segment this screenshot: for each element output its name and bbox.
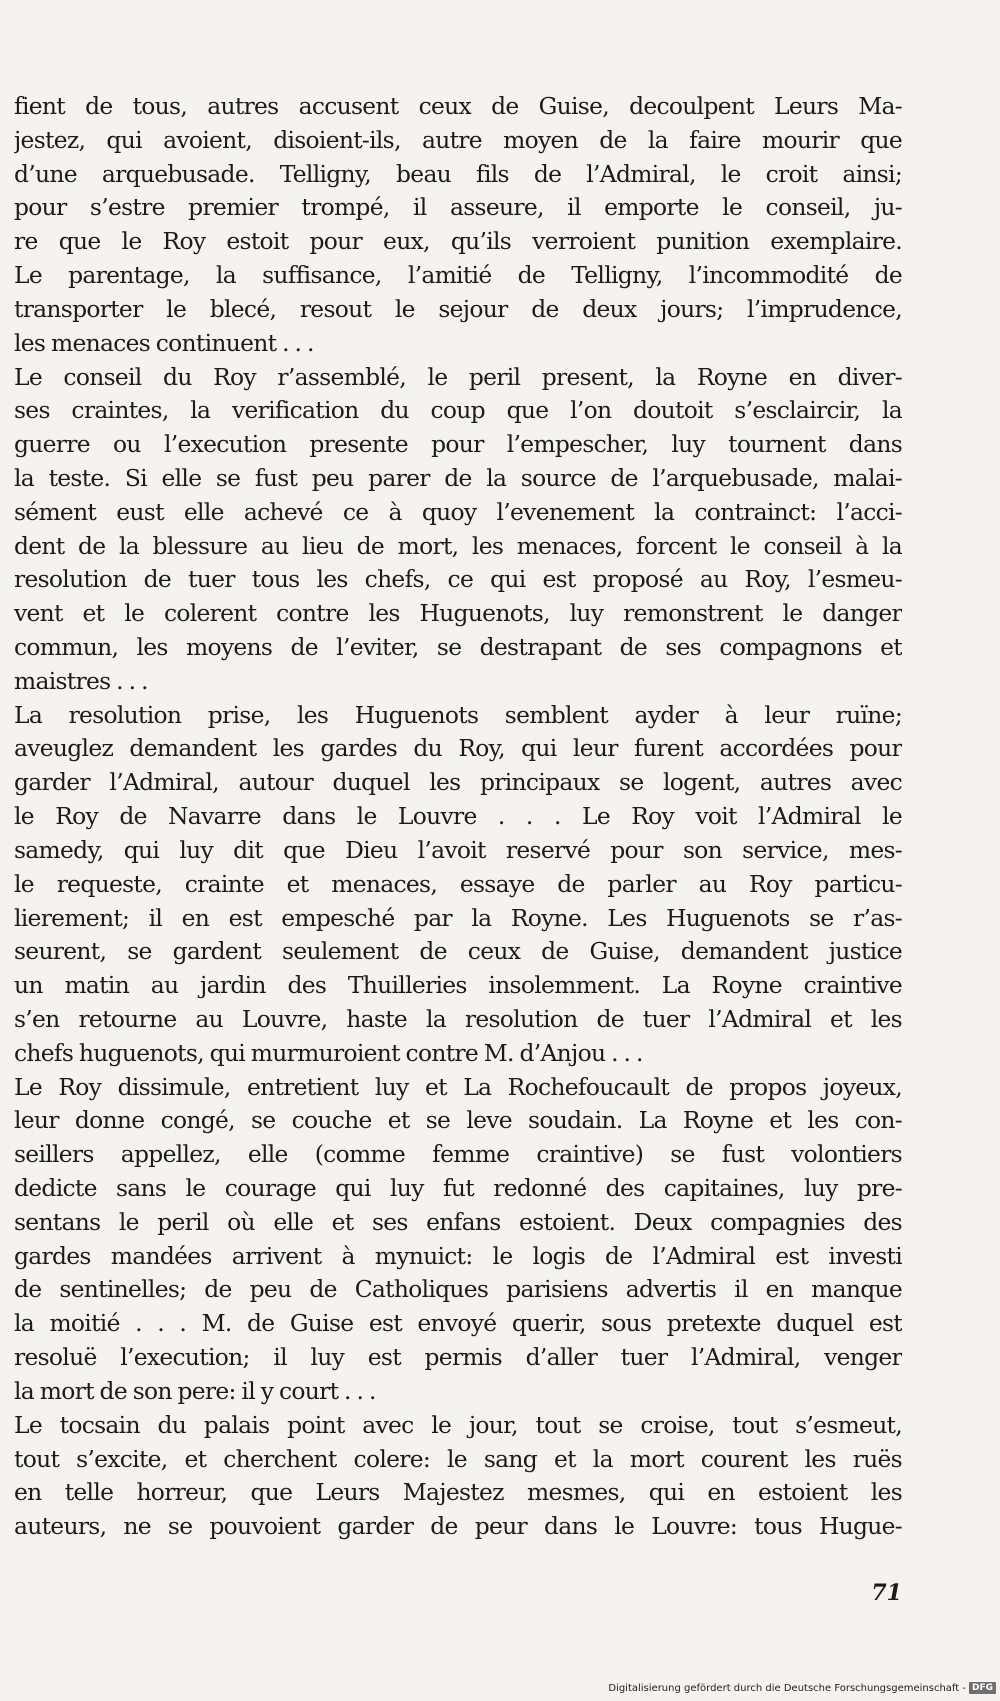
text-line: la moitié . . . M. de Guise est envoyé querir, sous pretexte duquel est	[14, 1309, 902, 1338]
text-line: jestez, qui avoient, disoient-ils, autre moyen de la faire mourir que	[14, 125, 902, 154]
text-line: guerre ou l’execution presente pour l’empescher, luy tournent dans	[14, 430, 902, 459]
footer	[608, 1682, 996, 1694]
text-line: aveuglez demandent les gardes du Roy, qui leur furent accordées pour	[14, 734, 902, 763]
text-line: dedicte sans le courage qui luy fut redonné des capitaines, luy pre-	[14, 1174, 902, 1202]
text-line: la mort de son pere: il y court . . .	[14, 1376, 376, 1405]
text-line: ses craintes, la verification du coup que l’on doutoit s’esclaircir, la	[14, 396, 902, 425]
text-line: sentans le peril où elle et ses enfans estoient. Deux compagnies des	[14, 1207, 902, 1236]
text-line: le requeste, crainte et menaces, essaye de parler au Roy particu-	[14, 869, 902, 898]
text-line: lierement; il en est empesché par la Royne. Les Huguenots se r’as-	[14, 903, 902, 932]
text-line: seillers appellez, elle (comme femme craintive) se fust volontiers	[14, 1140, 902, 1169]
footer-credit: Digitalisierung gefördert durch die Deutsche Forschungsgemeinschaft -	[608, 1682, 966, 1694]
text-line: Le Roy dissimule, entretient luy et La Rochefoucault de propos joyeux,	[14, 1072, 902, 1101]
dfg-logo: DFG	[969, 1682, 996, 1694]
text-line: maistres . . .	[14, 666, 148, 695]
text-line: le Roy de Navarre dans le Louvre . . . Le Roy voit l’Admiral le	[14, 802, 902, 831]
text-line: Le tocsain du palais point avec le jour, tout se croise, tout s’esmeut,	[14, 1410, 902, 1439]
text-line: La resolution prise, les Huguenots semblent ayder à leur ruïne;	[14, 700, 902, 729]
page-body	[14, 90, 902, 1544]
text-line: la teste. Si elle se fust peu parer de la source de l’arquebusade, malai-	[14, 463, 902, 492]
text-line: Le conseil du Roy r’assemblé, le peril present, la Royne en diver-	[14, 362, 902, 391]
text-line: les menaces continuent . . .	[14, 328, 314, 357]
text-line: Le parentage, la suffisance, l’amitié de Telligny, l’incommodité de	[14, 261, 902, 290]
text-line: de sentinelles; de peu de Catholiques parisiens advertis il en manque	[14, 1275, 902, 1304]
text-line: d’une arquebusade. Telligny, beau fils de l’Admiral, le croit ainsi;	[14, 159, 902, 188]
text-line: re que le Roy estoit pour eux, qu’ils verroient punition exemplaire.	[14, 227, 902, 256]
text-line: garder l’Admiral, autour duquel les principaux se logent, autres avec	[14, 768, 902, 797]
text-line: fient de tous, autres accusent ceux de Guise, decoulpent Leurs Ma-	[14, 92, 902, 120]
text-line: en telle horreur, que Leurs Majestez mesmes, qui en estoient les	[14, 1478, 902, 1507]
text-line: vent et le colerent contre les Huguenots, luy remonstrent le danger	[14, 599, 902, 628]
page-number: 71	[871, 1580, 902, 1606]
text-line: pour s’estre premier trompé, il asseure, il emporte le conseil, ju-	[14, 193, 902, 222]
text-line: seurent, se gardent seulement de ceux de Guise, demandent justice	[14, 937, 902, 966]
text-line: gardes mandées arrivent à mynuict: le logis de l’Admiral est investi	[14, 1241, 902, 1270]
text-line: tout s’excite, et cherchent colere: le sang et la mort courent les ruës	[14, 1444, 902, 1473]
text-line: un matin au jardin des Thuilleries insolemment. La Royne craintive	[14, 971, 902, 1000]
text-line: commun, les moyens de l’eviter, se destrapant de ses compagnons et	[14, 633, 902, 661]
text-line: resoluë l’execution; il luy est permis d’aller tuer l’Admiral, venger	[14, 1343, 902, 1372]
text-line: s’en retourne au Louvre, haste la resolution de tuer l’Admiral et les	[14, 1004, 902, 1033]
text-line: sément eust elle achevé ce à quoy l’evenement la contrainct: l’acci-	[14, 497, 902, 526]
text-line: auteurs, ne se pouvoient garder de peur dans le Louvre: tous Hugue-	[14, 1512, 902, 1541]
text-line: leur donne congé, se couche et se leve soudain. La Royne et les con-	[14, 1106, 902, 1135]
text-line: transporter le blecé, resout le sejour de deux jours; l’imprudence,	[14, 294, 902, 323]
text-line: samedy, qui luy dit que Dieu l’avoit reservé pour son service, mes-	[14, 835, 902, 864]
text-line: dent de la blessure au lieu de mort, les menaces, forcent le conseil à la	[14, 531, 902, 560]
text-line: resolution de tuer tous les chefs, ce qui est proposé au Roy, l’esmeu-	[14, 565, 902, 594]
text-line: chefs huguenots, qui murmuroient contre M. d’Anjou . . .	[14, 1038, 643, 1067]
